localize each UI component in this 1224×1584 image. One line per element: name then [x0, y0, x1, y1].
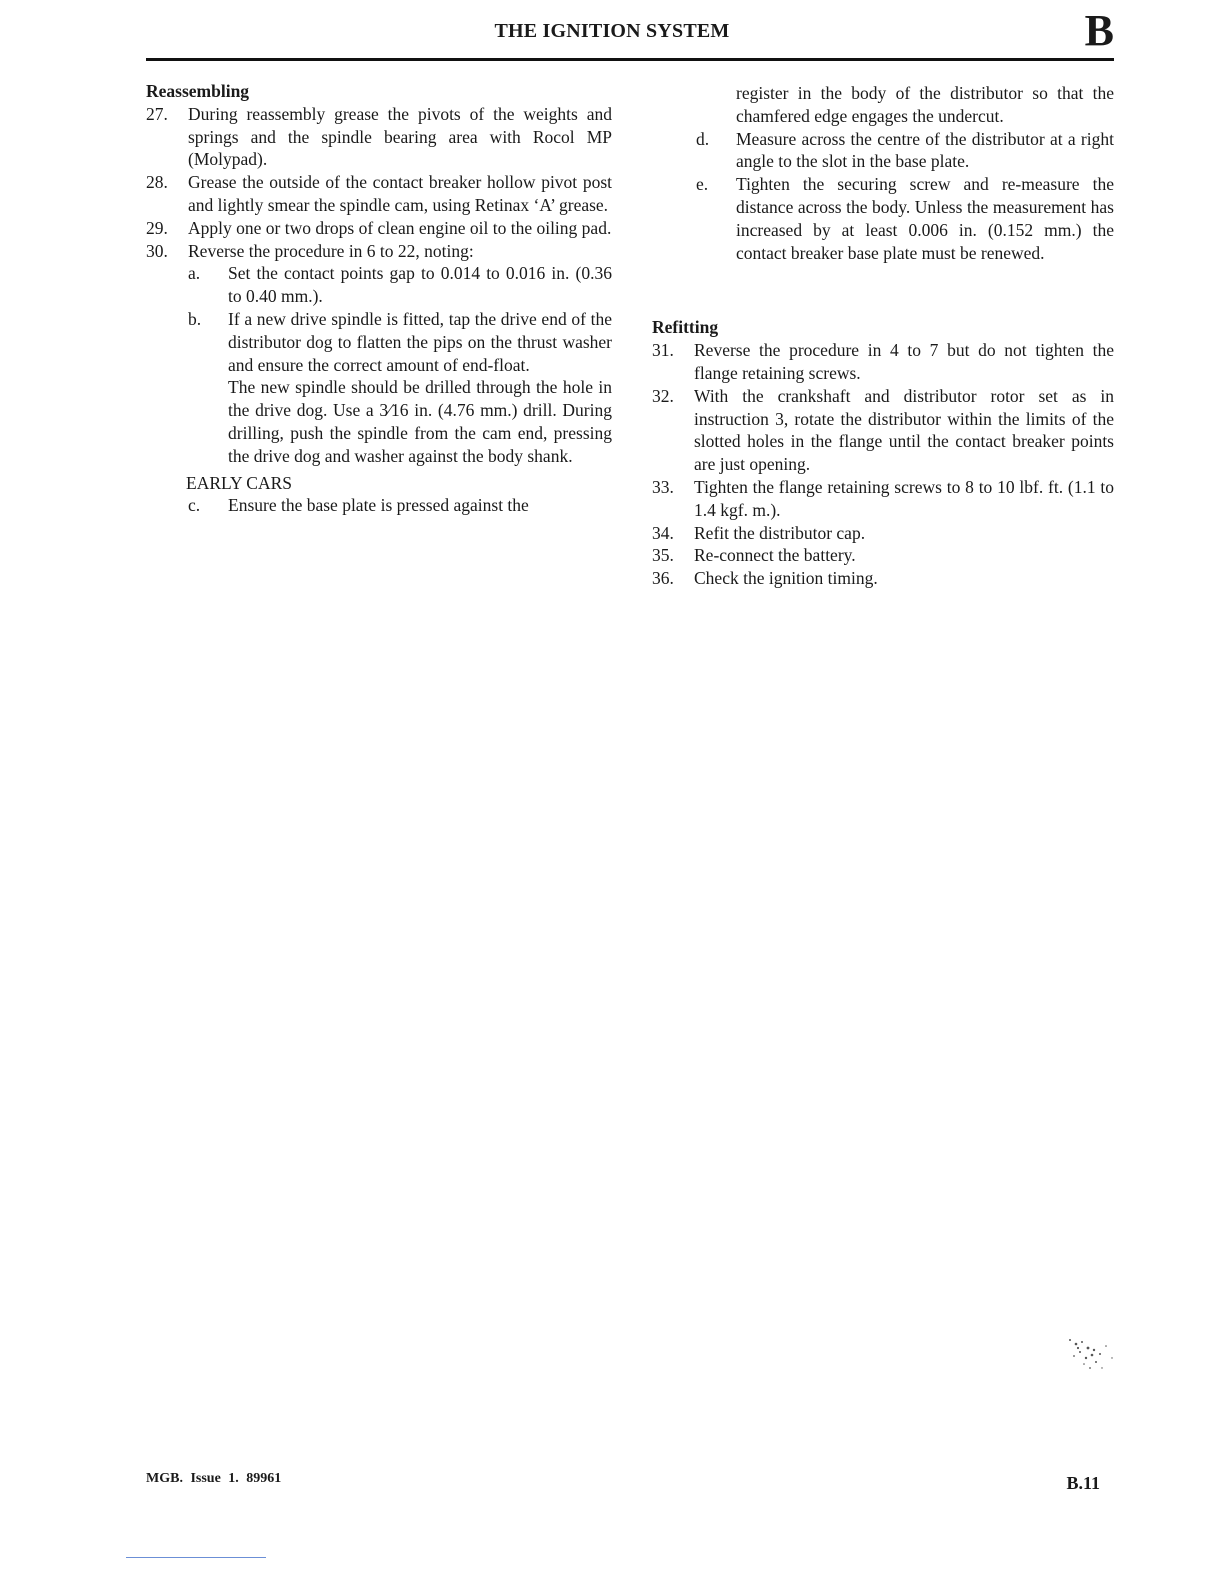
reassembling-heading: Reassembling: [146, 81, 250, 101]
footer-issue: MGB. Issue 1. 89961: [146, 1471, 282, 1486]
section-letter: B: [1084, 6, 1114, 55]
instruction-text: Refit the distributor cap.: [694, 522, 866, 543]
instruction-32: [652, 385, 1114, 476]
instruction-text: Check the ignition timing.: [694, 568, 878, 589]
note-b-drilling: The new spindle should be drilled through the hole in the drive dog. Use a 3⁄16 in. (4.76 mm.) drill. During drilling, push the spindle from the cam end, pressing the drive dog and washer against the body shank.: [228, 377, 612, 466]
note-text: Tighten the securing screw and re-measure the distance across the body. Unless the measurement has increased by at least 0.006 in. (0.152 mm.) the contact breaker base plate must be renewed.: [736, 174, 1114, 263]
page-number: B.11: [1066, 1473, 1100, 1493]
instruction-29: [146, 217, 612, 240]
instruction-number: 29.: [146, 217, 168, 238]
instruction-28: [146, 171, 612, 217]
note-letter: b.: [188, 308, 202, 329]
instruction-text: Tighten the flange retaining screws to 8 to 10 lbf. ft. (1.1 to 1.4 kgf. m.).: [694, 476, 1114, 520]
note-d: [652, 128, 1114, 174]
left-column: [146, 80, 612, 517]
instruction-35: [652, 544, 1114, 567]
note-text: If a new drive spindle is fitted, tap the drive end of the distributor dog to flatten the pips on the thrust washer and ensure the correct amount of end-float.: [228, 308, 612, 375]
instruction-number: 28.: [146, 172, 168, 193]
instruction-27: [146, 103, 612, 171]
instruction-number: 35.: [652, 545, 674, 566]
note-c-continued: register in the body of the distributor so that the chamfered edge engages the undercut.: [736, 83, 1114, 126]
instruction-36: [652, 567, 1114, 590]
instruction-text: Reverse the procedure in 6 to 22, noting:: [188, 240, 474, 261]
note-text: Ensure the base plate is pressed against the: [228, 495, 529, 516]
note-text: Set the contact points gap to 0.014 to 0.016 in. (0.36 to 0.40 mm.).: [228, 263, 612, 307]
page-title: THE IGNITION SYSTEM: [494, 20, 730, 42]
note-letter: c.: [188, 495, 201, 516]
scan-speckle: [1060, 1328, 1130, 1388]
note-b: [146, 308, 612, 376]
instruction-number: 32.: [652, 385, 674, 406]
note-a: [146, 262, 612, 308]
instruction-text: Re-connect the battery.: [694, 545, 856, 566]
instruction-number: 30.: [146, 240, 168, 261]
note-text: Measure across the centre of the distributor at a right angle to the slot in the base plate.: [736, 128, 1114, 172]
instruction-33: [652, 476, 1114, 522]
instruction-number: 33.: [652, 476, 674, 497]
instruction-30: [146, 240, 612, 263]
note-letter: a.: [188, 263, 201, 284]
instruction-34: [652, 522, 1114, 545]
instruction-number: 36.: [652, 568, 674, 589]
instruction-text: Reverse the procedure in 4 to 7 but do not tighten the flange retaining screws.: [694, 340, 1114, 383]
instruction-text: Apply one or two drops of clean engine oil to the oiling pad.: [188, 217, 612, 238]
note-e: [652, 173, 1114, 264]
header-rule: [146, 58, 1114, 61]
instruction-text: With the crankshaft and distributor rotor set as in instruction 3, rotate the distributor within the limits of the slotted holes in the flange until the contact breaker points are just opening.: [694, 385, 1114, 475]
instruction-text: During reassembly grease the pivots of the weights and springs and the spindle bearing area with Rocol MP (Molypad).: [188, 103, 612, 170]
instruction-31: [652, 339, 1114, 385]
note-letter: d.: [696, 128, 710, 149]
right-column: [652, 82, 1114, 590]
note-letter: e.: [696, 174, 709, 195]
instruction-text: Grease the outside of the contact breaker hollow pivot post and lightly smear the spindle cam, using Retinax ‘A’ grease.: [188, 172, 612, 215]
footer-link-underline: [126, 1557, 266, 1558]
instruction-number: 31.: [652, 340, 674, 361]
instruction-number: 34.: [652, 522, 674, 543]
early-cars-label: EARLY CARS: [186, 472, 293, 493]
note-c: [146, 494, 612, 517]
instruction-number: 27.: [146, 103, 168, 124]
refitting-heading: Refitting: [652, 317, 719, 338]
